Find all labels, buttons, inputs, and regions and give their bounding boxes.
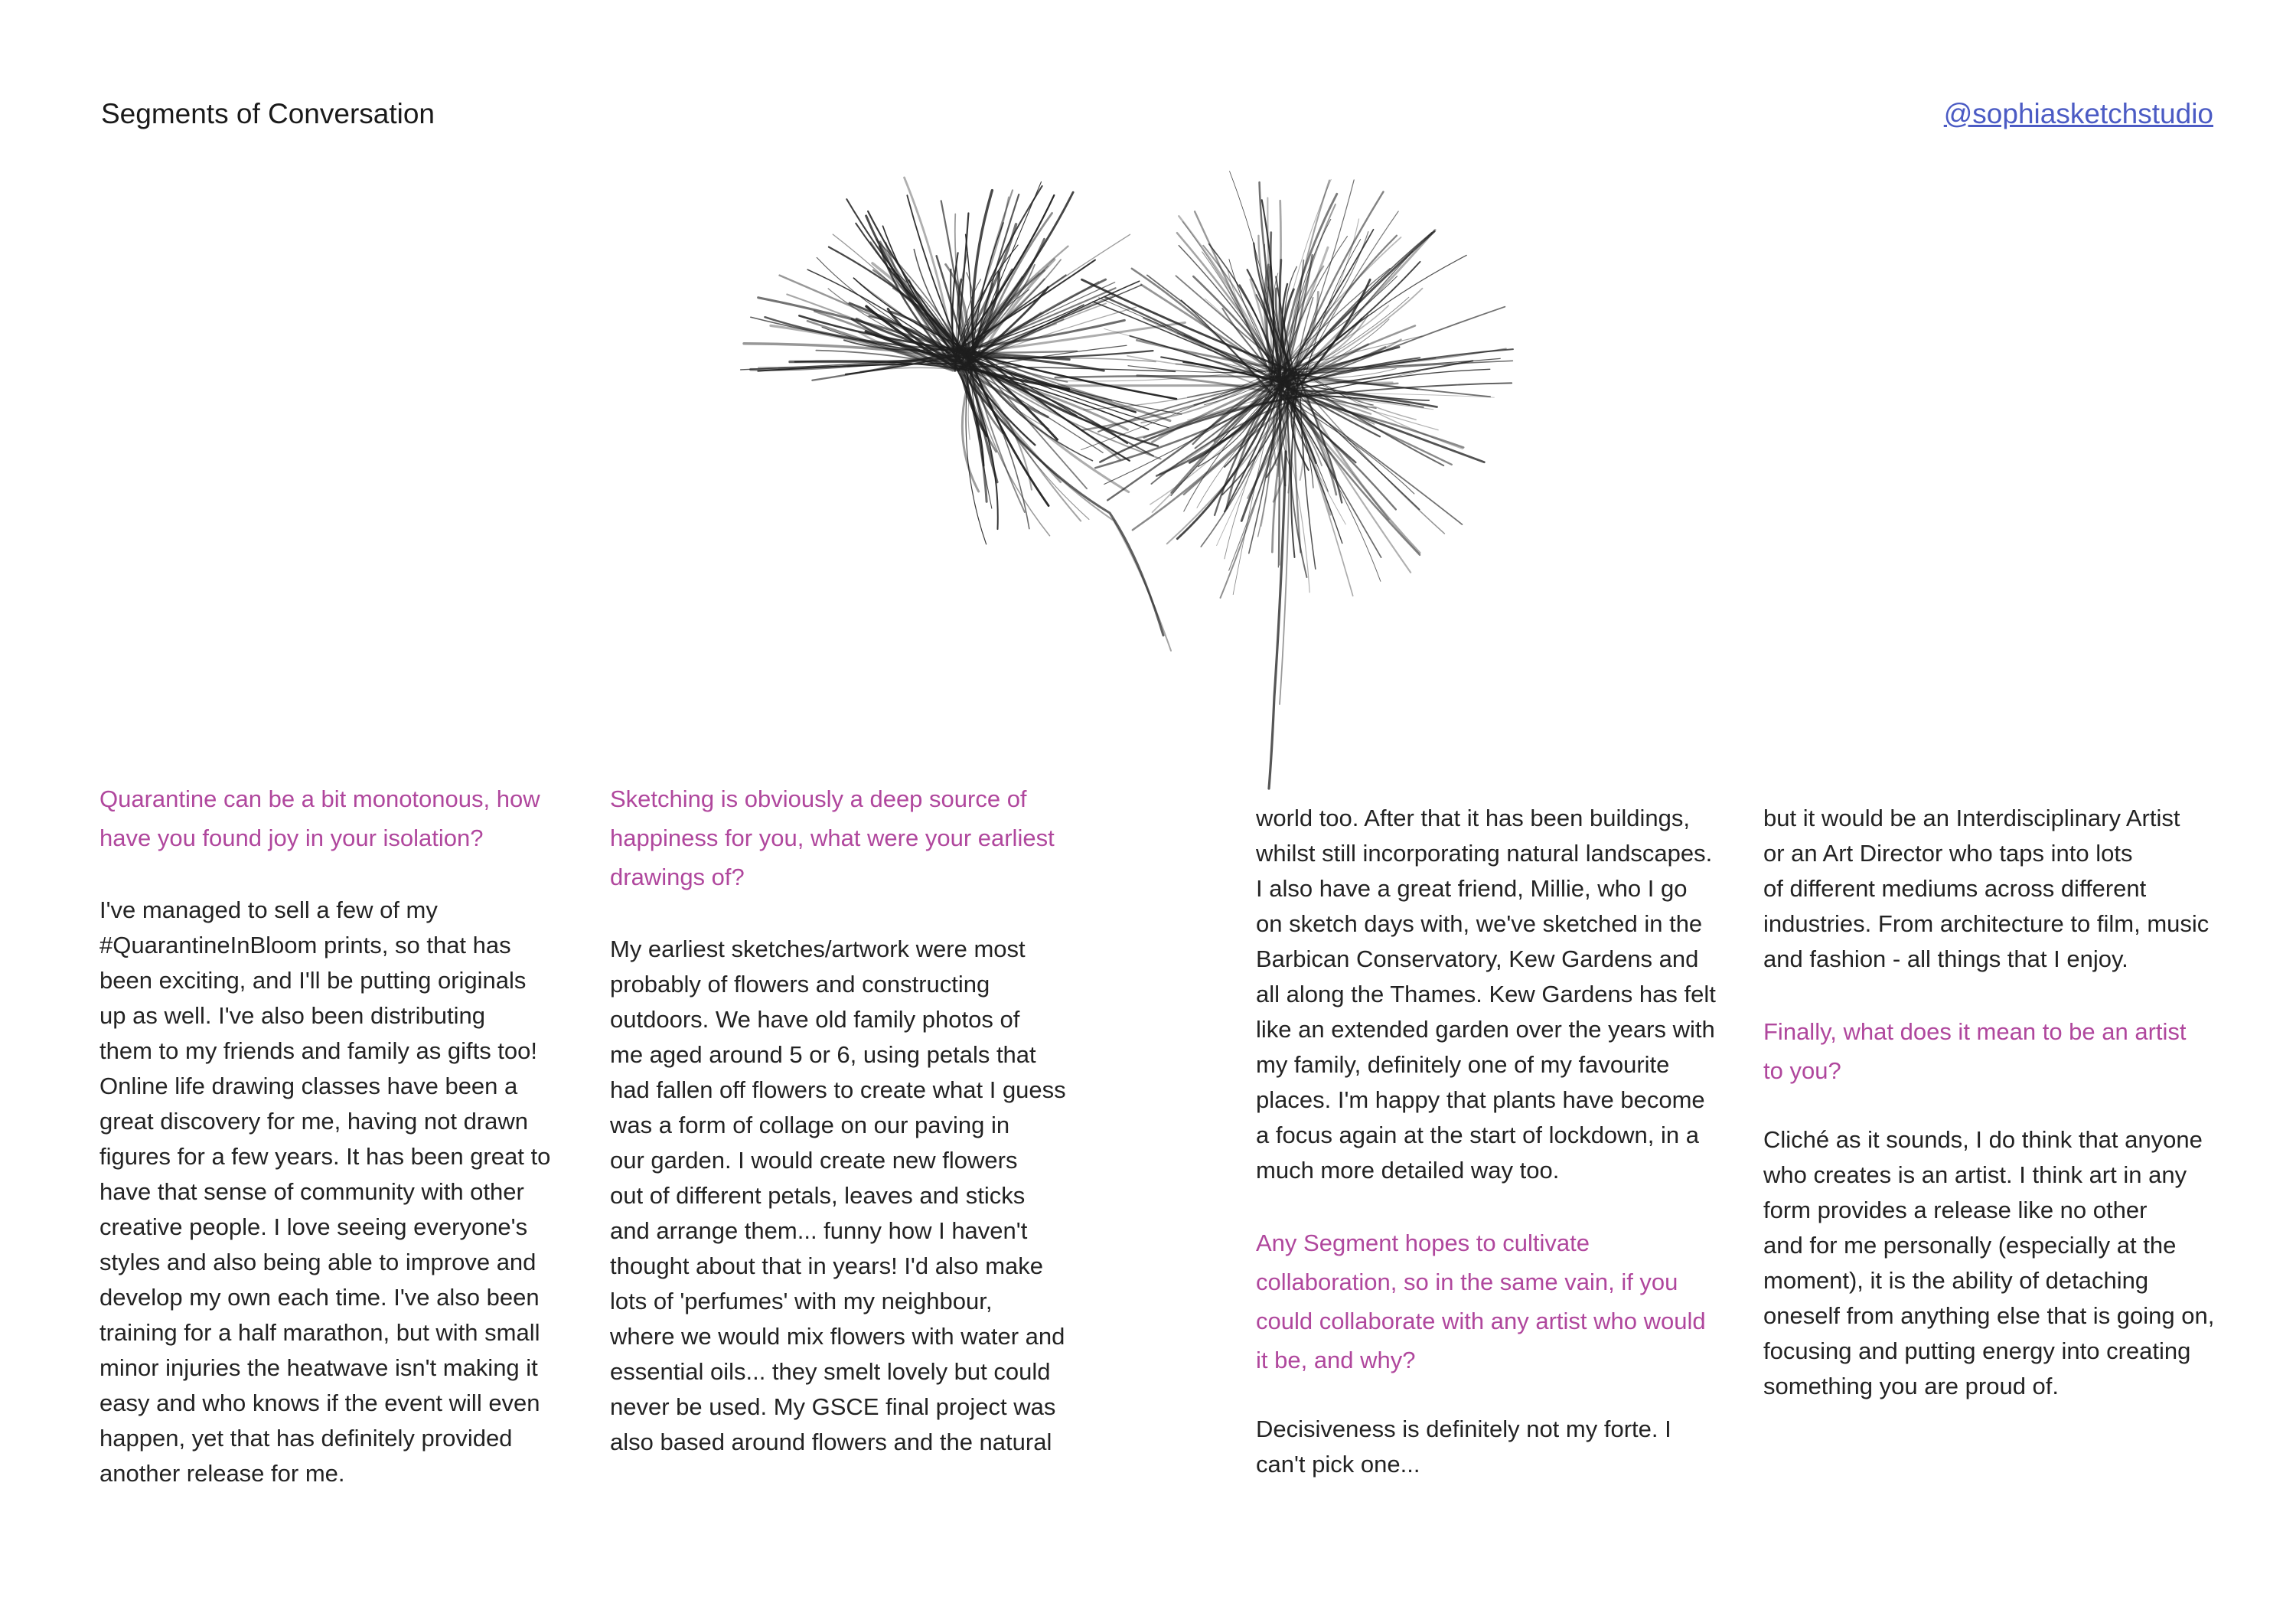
page-title: Segments of Conversation [101, 98, 435, 129]
text-line: something you are proud of. [1763, 1373, 2060, 1399]
text-line: could collaborate with any artist who would [1256, 1308, 1706, 1334]
text-line: Cliché as it sounds, I do think that anyone [1763, 1126, 2203, 1153]
text-line: been exciting, and I'll be putting originals [99, 967, 527, 994]
column-4 [1763, 801, 2238, 1404]
instagram-handle-link[interactable]: @sophiasketchstudio [1943, 98, 2213, 129]
text-line: and arrange them... funny how I haven't [610, 1217, 1028, 1244]
text-line: lots of 'perfumes' with my neighbour, [610, 1288, 993, 1314]
text-line: never be used. My GSCE final project was [610, 1393, 1056, 1420]
text-line: outdoors. We have old family photos of [610, 1006, 1020, 1033]
text-line: my family, definitely one of my favourite [1256, 1051, 1670, 1078]
sketch-stroke [1269, 452, 1286, 789]
text-line: happen, yet that has definitely provided [99, 1425, 513, 1452]
text-line: on sketch days with, we've sketched in the [1256, 910, 1703, 937]
text-line: where we would mix flowers with water and [610, 1323, 1065, 1350]
column-1 [99, 779, 559, 1491]
text-line: another release for me. [99, 1460, 345, 1487]
text-line: form provides a release like no other [1763, 1197, 2148, 1223]
text-line: Online life drawing classes have been a [99, 1073, 518, 1099]
text-line: focusing and putting energy into creating [1763, 1337, 2191, 1364]
text-line: world too. After that it has been buildings, [1256, 805, 1690, 831]
text-line: great discovery for me, having not drawn [99, 1108, 528, 1135]
text-line: can't pick one... [1256, 1451, 1420, 1478]
text-line: Any Segment hopes to cultivate [1256, 1229, 1590, 1256]
answer-collaboration-continued [1763, 801, 2238, 977]
answer-collaboration [1256, 1412, 1730, 1482]
text-line: styles and also being able to improve and [99, 1249, 536, 1275]
text-line: figures for a few years. It has been great to [99, 1143, 551, 1170]
text-line: but it would be an Interdisciplinary Artist [1763, 805, 2180, 831]
text-line: industries. From architecture to film, music [1763, 910, 2210, 937]
text-line: places. I'm happy that plants have become [1256, 1086, 1705, 1113]
text-line: was a form of collage on our paving in [610, 1112, 1010, 1138]
text-line: Decisiveness is definitely not my forte. I [1256, 1416, 1671, 1442]
text-line: me aged around 5 or 6, using petals that [610, 1041, 1036, 1068]
flower-sketch-illustration [712, 84, 1569, 796]
text-line: and fashion - all things that I enjoy. [1763, 945, 2128, 972]
answer-meaning-of-artist [1763, 1122, 2238, 1404]
text-line: it be, and why? [1256, 1347, 1416, 1373]
question-meaning-of-artist [1763, 1012, 2238, 1090]
text-line: develop my own each time. I've also been [99, 1284, 540, 1311]
answer-earliest-drawings [610, 932, 1069, 1460]
column-2 [610, 779, 1069, 1460]
column-3 [1256, 801, 1730, 1482]
text-line: drawings of? [610, 864, 745, 890]
text-line: thought about that in years! I'd also make [610, 1252, 1043, 1279]
text-line: who creates is an artist. I think art in any [1763, 1161, 2187, 1188]
text-line: our garden. I would create new flowers [610, 1147, 1018, 1174]
text-line: have that sense of community with other [99, 1178, 524, 1205]
text-line: oneself from anything else that is going on, [1763, 1302, 2215, 1329]
text-line: easy and who knows if the event will even [99, 1390, 540, 1416]
question-collaboration [1256, 1223, 1730, 1380]
text-line: I've managed to sell a few of my [99, 896, 438, 923]
text-line: have you found joy in your isolation? [99, 825, 484, 851]
text-line: much more detailed way too. [1256, 1157, 1560, 1184]
text-line: Quarantine can be a bit monotonous, how [99, 785, 540, 812]
text-line: Sketching is obviously a deep source of [610, 785, 1027, 812]
text-line: Finally, what does it mean to be an artist [1763, 1018, 2187, 1045]
text-line: or an Art Director who taps into lots [1763, 840, 2133, 867]
text-line: of different mediums across different [1763, 875, 2147, 902]
text-line: and for me personally (especially at the [1763, 1232, 2177, 1259]
text-line: had fallen off flowers to create what I guess [610, 1076, 1066, 1103]
text-line: probably of flowers and constructing [610, 971, 990, 998]
text-line: happiness for you, what were your earliest [610, 825, 1055, 851]
text-line: Barbican Conservatory, Kew Gardens and [1256, 945, 1699, 972]
text-line: collaboration, so in the same vain, if you [1256, 1269, 1678, 1295]
text-line: them to my friends and family as gifts too! [99, 1037, 538, 1064]
question-earliest-drawings [610, 779, 1069, 896]
text-line: I also have a great friend, Millie, who I go [1256, 875, 1688, 902]
text-line: training for a half marathon, but with small [99, 1319, 540, 1346]
text-line: like an extended garden over the years with [1256, 1016, 1715, 1043]
text-line: up as well. I've also been distributing [99, 1002, 485, 1029]
text-line: whilst still incorporating natural landscapes. [1256, 840, 1713, 867]
text-line: out of different petals, leaves and sticks [610, 1182, 1026, 1209]
text-line: a focus again at the start of lockdown, in a [1256, 1122, 1700, 1148]
text-line: My earliest sketches/artwork were most [610, 936, 1026, 962]
text-line: to you? [1763, 1057, 1841, 1084]
answer-joy-in-isolation [99, 893, 559, 1491]
text-line: minor injuries the heatwave isn't making it [99, 1354, 538, 1381]
text-line: also based around flowers and the natural [610, 1429, 1052, 1455]
text-line: all along the Thames. Kew Gardens has felt [1256, 981, 1716, 1007]
text-line: creative people. I love seeing everyone's [99, 1213, 528, 1240]
text-line: essential oils... they smelt lovely but could [610, 1358, 1051, 1385]
answer-earliest-drawings-continued [1256, 801, 1730, 1188]
question-joy-in-isolation [99, 779, 559, 857]
text-line: moment), it is the ability of detaching [1763, 1267, 2149, 1294]
sketch-stroke [1277, 375, 1420, 509]
text-line: #QuarantineInBloom prints, so that has [99, 932, 511, 958]
